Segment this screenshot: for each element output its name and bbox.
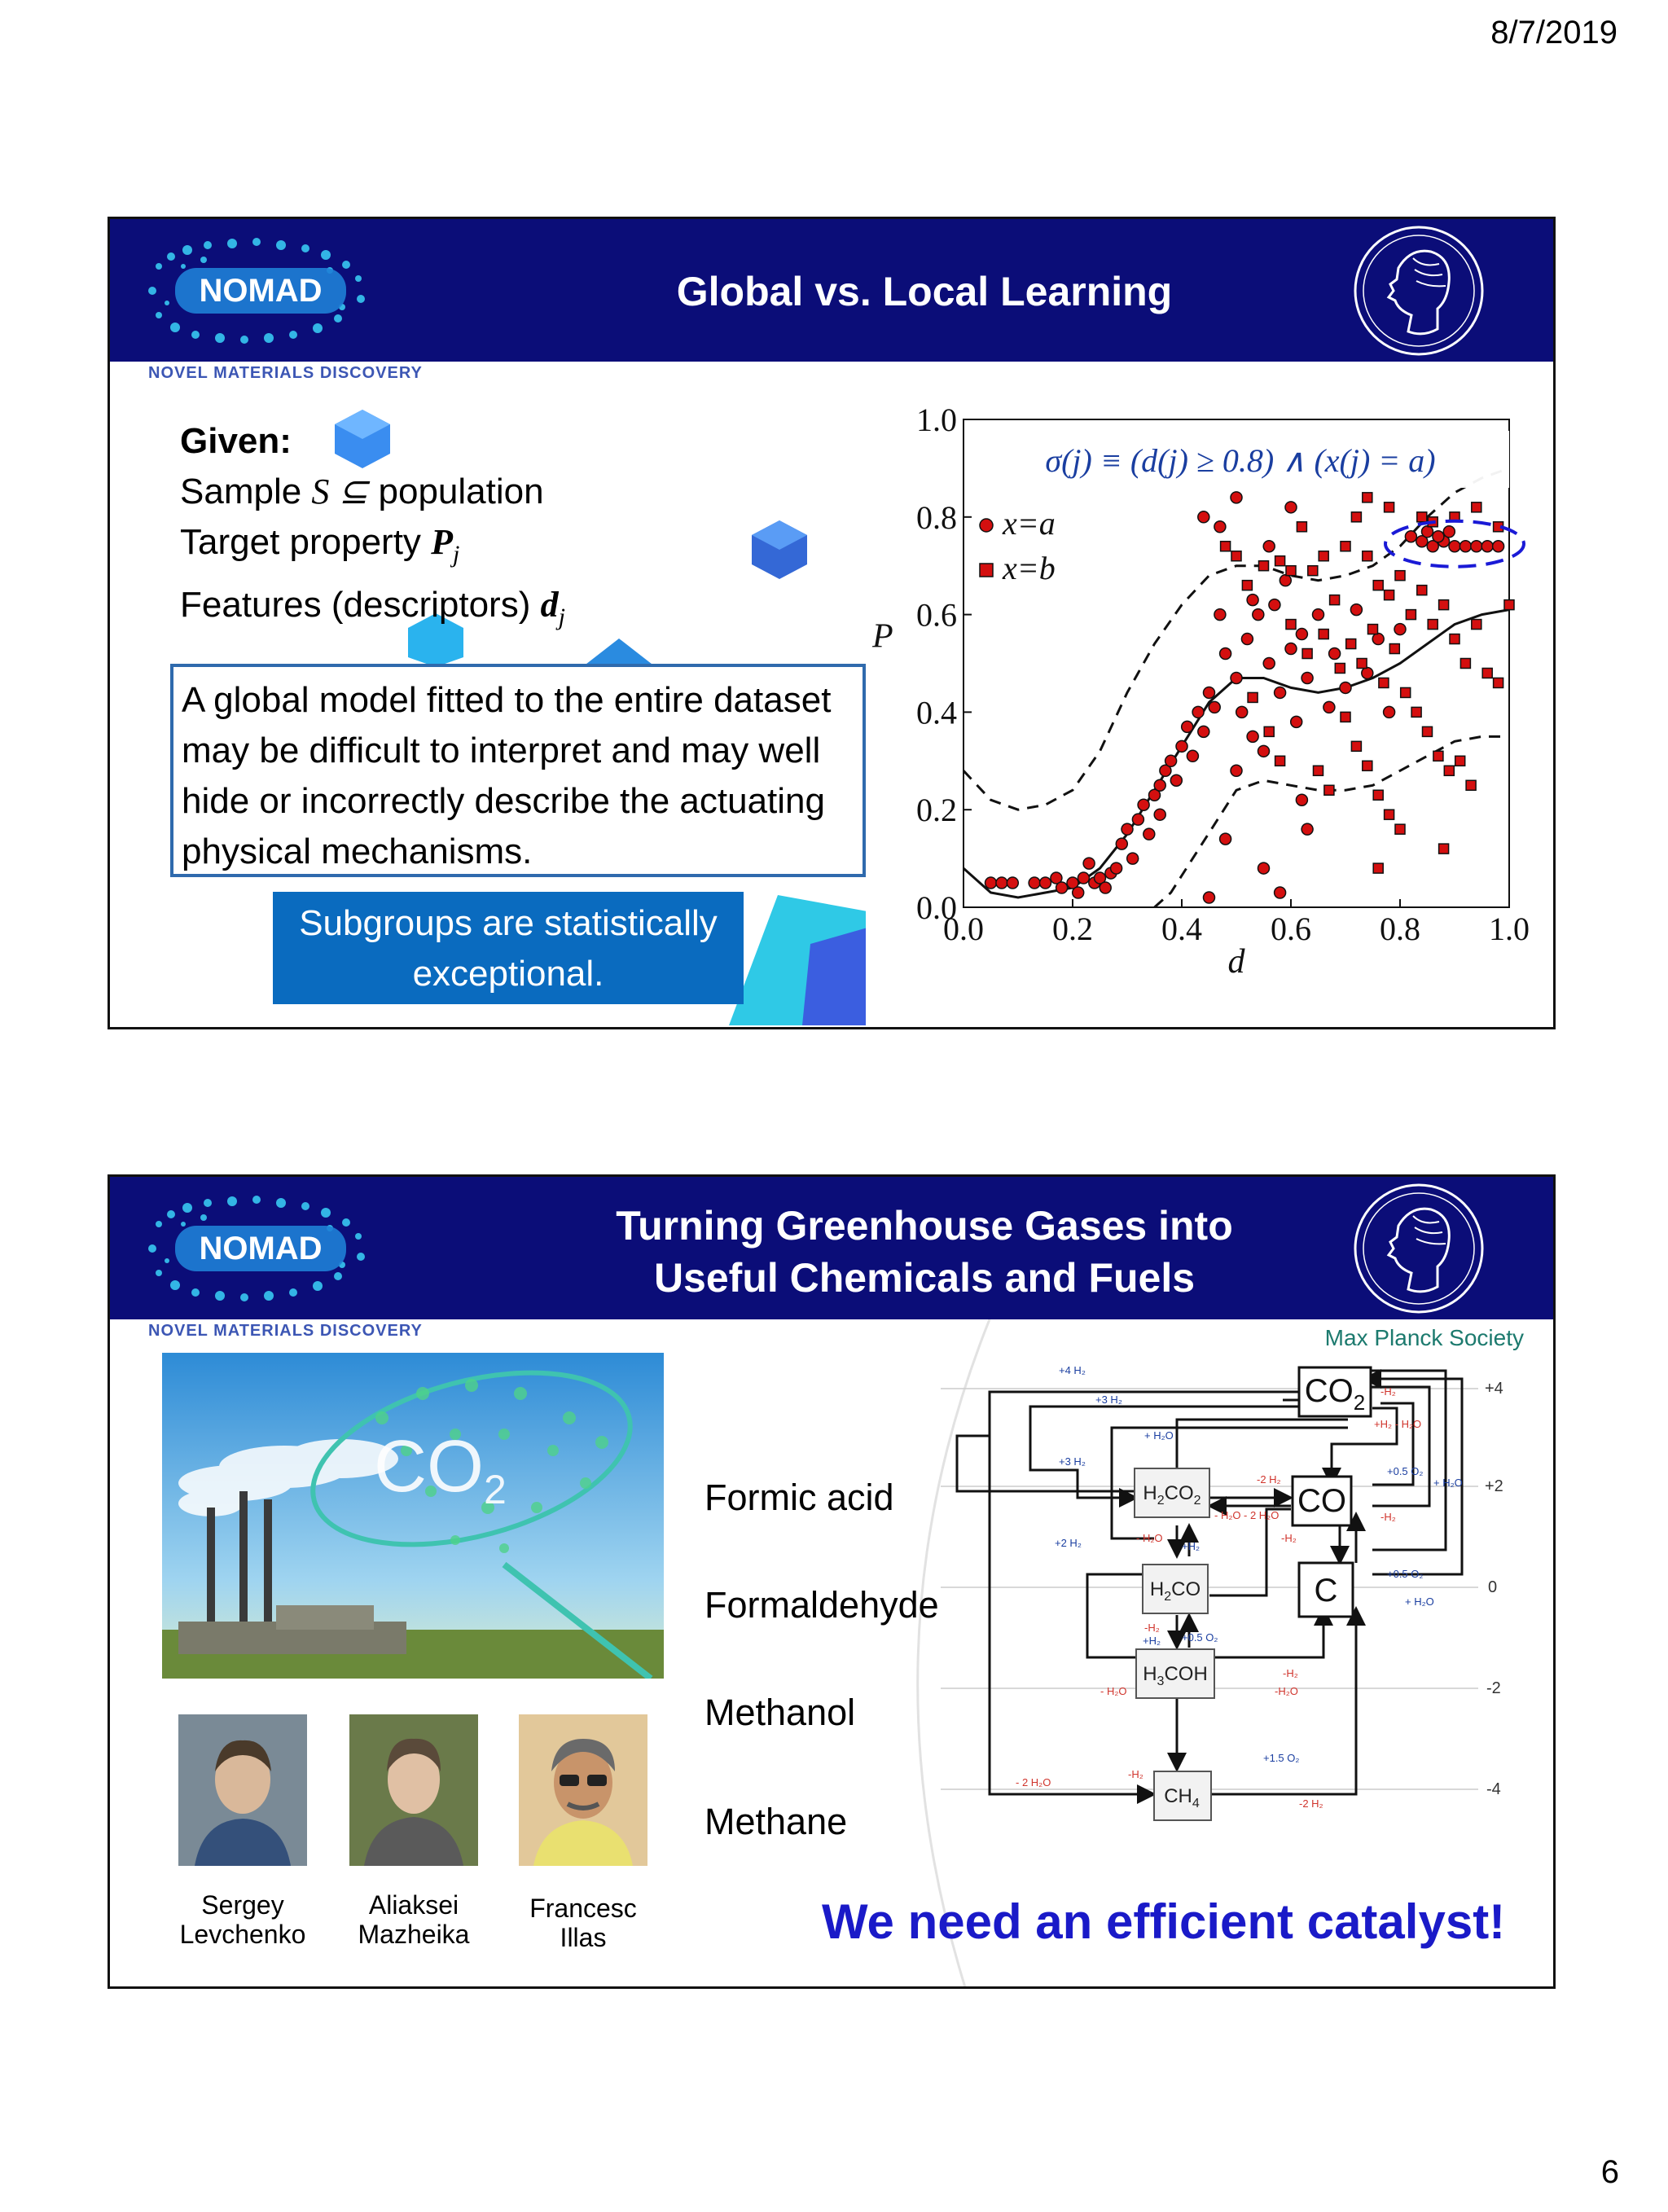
legend-marker-x-a bbox=[980, 519, 993, 532]
decorative-polygon-icon bbox=[729, 895, 867, 1025]
point-x-a bbox=[1111, 862, 1122, 874]
legend-label-x-a: x=a bbox=[1003, 505, 1056, 542]
point-x-b bbox=[1351, 741, 1361, 751]
point-x-b bbox=[1395, 571, 1405, 581]
y-axis-label: P bbox=[872, 617, 893, 656]
y-tick-label: 0.6 bbox=[916, 596, 957, 634]
point-x-a bbox=[1220, 833, 1231, 845]
point-x-b bbox=[1286, 620, 1296, 630]
point-x-b bbox=[1379, 678, 1389, 687]
point-x-a bbox=[1214, 521, 1226, 533]
point-x-a bbox=[1132, 814, 1143, 825]
x-axis-label: d bbox=[1227, 943, 1245, 981]
nomad-logo-text: NOMAD bbox=[199, 1231, 323, 1266]
co2-capture-photo bbox=[162, 1353, 664, 1679]
nomad-subtitle: NOVEL MATERIALS DISCOVERY bbox=[148, 364, 423, 382]
point-x-a bbox=[1301, 823, 1313, 835]
point-x-a bbox=[1422, 526, 1433, 538]
point-x-b bbox=[1444, 766, 1454, 775]
point-x-a bbox=[1301, 672, 1313, 683]
point-x-a bbox=[1116, 838, 1127, 849]
point-x-b bbox=[1455, 756, 1465, 766]
label-plus05o2-a: +0.5 O₂ bbox=[1387, 1465, 1424, 1477]
node-c-label: C bbox=[1314, 1573, 1338, 1609]
point-x-a bbox=[1313, 609, 1324, 621]
point-x-a bbox=[1275, 687, 1286, 698]
x-tick-label: 0.8 bbox=[1380, 911, 1420, 947]
point-x-b bbox=[1395, 824, 1405, 834]
point-x-b bbox=[1314, 766, 1323, 775]
point-x-a bbox=[1263, 658, 1275, 669]
point-x-b bbox=[1341, 542, 1350, 551]
label-plush2o-c: + H₂O bbox=[1405, 1595, 1434, 1608]
point-x-a bbox=[1073, 887, 1084, 898]
nomad-subtitle: NOVEL MATERIALS DISCOVERY bbox=[148, 1322, 423, 1340]
point-x-a bbox=[1247, 595, 1258, 606]
subgroups-callout: Subgroups are statistically exceptional. bbox=[273, 892, 744, 1004]
point-x-a bbox=[1449, 541, 1460, 552]
point-x-b bbox=[1231, 551, 1241, 561]
person-name-sergey: Sergey Levchenko bbox=[179, 1890, 306, 1949]
point-x-b bbox=[1297, 522, 1306, 532]
label-h2o-c: +H₂ - H₂O bbox=[1374, 1418, 1422, 1430]
point-x-b bbox=[1439, 844, 1449, 854]
point-x-a bbox=[1198, 511, 1209, 523]
point-x-a bbox=[1362, 667, 1373, 678]
y-tick-label: 0.0 bbox=[916, 889, 957, 926]
y-tick-label: 1.0 bbox=[916, 402, 957, 438]
point-x-a bbox=[1220, 648, 1231, 660]
point-x-a bbox=[1471, 541, 1482, 552]
point-x-a bbox=[1291, 716, 1302, 727]
product-methanol: Methanol bbox=[705, 1692, 856, 1733]
label-plush2-a: +H₂ bbox=[1143, 1635, 1161, 1647]
point-x-a bbox=[1241, 634, 1253, 645]
portrait-aliaksei-mazheika bbox=[349, 1714, 478, 1866]
label-minus2h2o-a: - 2 H₂O bbox=[1244, 1509, 1280, 1521]
node-co-label: CO bbox=[1297, 1483, 1346, 1519]
given-block bbox=[180, 416, 565, 643]
point-x-a bbox=[1138, 799, 1149, 810]
point-x-a bbox=[1204, 687, 1215, 698]
label-minush2-b: -H₂ bbox=[1281, 1532, 1297, 1544]
point-x-a bbox=[1247, 731, 1258, 742]
point-x-a bbox=[1143, 828, 1155, 840]
catalyst-statement: We need an efficient catalyst! bbox=[822, 1894, 1506, 1949]
x-tick-label: 0.0 bbox=[943, 911, 984, 947]
point-x-a bbox=[1275, 887, 1286, 898]
point-x-b bbox=[1373, 581, 1383, 590]
point-x-a bbox=[1285, 643, 1297, 655]
point-x-a bbox=[1040, 877, 1051, 889]
point-x-a bbox=[1192, 706, 1204, 718]
point-x-b bbox=[1406, 610, 1416, 620]
point-x-b bbox=[1264, 726, 1274, 736]
point-x-a bbox=[1127, 853, 1139, 864]
point-x-b bbox=[1389, 644, 1399, 654]
point-x-b bbox=[1346, 639, 1356, 649]
point-x-a bbox=[1296, 629, 1307, 640]
point-x-a bbox=[1236, 706, 1248, 718]
point-x-b bbox=[1368, 625, 1378, 634]
point-x-a bbox=[1231, 492, 1242, 503]
point-x-a bbox=[1460, 541, 1471, 552]
point-x-b bbox=[1363, 551, 1372, 561]
point-x-b bbox=[1302, 649, 1312, 659]
slide-title-line1: Turning Greenhouse Gases into bbox=[616, 1203, 1233, 1249]
point-x-b bbox=[1450, 634, 1460, 644]
point-x-b bbox=[1417, 512, 1427, 522]
product-formic-acid: Formic acid bbox=[705, 1477, 894, 1518]
point-x-a bbox=[1007, 877, 1018, 889]
point-x-b bbox=[1385, 590, 1394, 600]
point-x-b bbox=[1373, 863, 1383, 873]
point-x-b bbox=[1357, 659, 1367, 669]
point-x-a bbox=[1154, 809, 1165, 820]
point-x-a bbox=[1231, 672, 1242, 683]
point-x-a bbox=[1443, 526, 1455, 538]
co2-cloud-text: CO bbox=[374, 1426, 484, 1508]
label-plus3h2a: +3 H₂ bbox=[1095, 1393, 1122, 1406]
point-x-b bbox=[1259, 561, 1269, 571]
label-minush2o-a: - H₂O bbox=[1136, 1532, 1163, 1544]
point-x-a bbox=[1078, 872, 1089, 884]
point-x-a bbox=[1253, 609, 1264, 621]
given-features: Features (descriptors) $d_j$ bbox=[180, 584, 565, 630]
point-x-b bbox=[1363, 493, 1372, 503]
given-target: Target property $P_j$ bbox=[180, 522, 460, 568]
point-x-a bbox=[1182, 721, 1193, 732]
point-x-a bbox=[1350, 604, 1362, 616]
slide-greenhouse-gases bbox=[108, 1174, 1556, 1989]
level-zero: 0 bbox=[1488, 1578, 1498, 1596]
minerva-logo-icon bbox=[1341, 1177, 1496, 1319]
point-x-b bbox=[1401, 687, 1411, 697]
label-minush2-c: -H₂ bbox=[1380, 1385, 1396, 1398]
point-x-b bbox=[1472, 503, 1481, 512]
point-x-a bbox=[1176, 740, 1187, 752]
point-x-a bbox=[1269, 599, 1280, 611]
nomad-logo bbox=[143, 234, 379, 348]
point-x-b bbox=[1494, 678, 1503, 687]
point-x-a bbox=[1209, 701, 1220, 713]
point-x-a bbox=[1280, 575, 1291, 586]
point-x-b bbox=[1351, 512, 1361, 522]
point-x-b bbox=[1324, 785, 1334, 795]
point-x-a bbox=[1493, 541, 1504, 552]
point-x-a bbox=[1214, 609, 1226, 621]
point-x-b bbox=[1373, 790, 1383, 800]
point-x-b bbox=[1428, 620, 1438, 630]
point-x-b bbox=[1242, 581, 1252, 590]
level-minus4: -4 bbox=[1486, 1780, 1501, 1798]
given-label: Given: bbox=[180, 421, 292, 461]
label-minush2-d: -H₂ bbox=[1380, 1511, 1396, 1523]
subgroup-formula: σ(j) ≡ (d(j) ≥ 0.8) ∧ (x(j) = a) bbox=[1045, 442, 1436, 479]
point-x-b bbox=[1363, 761, 1372, 770]
node-ch4-label: $CH_4$ bbox=[1164, 1785, 1200, 1810]
co2-cloud-sub: 2 bbox=[484, 1467, 507, 1512]
point-x-b bbox=[1472, 620, 1481, 630]
portrait-sergey-levchenko bbox=[178, 1714, 307, 1866]
scatter-plot bbox=[866, 366, 1550, 1025]
cube-icon bbox=[747, 517, 812, 582]
point-x-b bbox=[1460, 659, 1470, 669]
point-x-b bbox=[1248, 692, 1258, 702]
given-sample: Sample S ⊆ population bbox=[180, 472, 544, 511]
node-h2co-label: $H_2CO$ bbox=[1149, 1578, 1201, 1604]
point-x-a bbox=[1170, 775, 1182, 786]
label-minush2o-d: -H₂O bbox=[1275, 1685, 1298, 1697]
point-x-b bbox=[1319, 630, 1328, 639]
label-plus2h2: +2 H₂ bbox=[1055, 1537, 1082, 1549]
point-x-b bbox=[1221, 542, 1231, 551]
slide-title: Global vs. Local Learning bbox=[676, 269, 1173, 314]
label-plus3h2b: +3 H₂ bbox=[1059, 1455, 1086, 1468]
minerva-logo-icon bbox=[1341, 219, 1496, 362]
legend-marker-x-b bbox=[980, 564, 993, 577]
point-x-a bbox=[1258, 745, 1270, 757]
point-x-b bbox=[1417, 586, 1427, 595]
point-x-a bbox=[1433, 531, 1444, 542]
point-x-b bbox=[1341, 712, 1350, 722]
point-x-a bbox=[996, 877, 1007, 889]
label-plush2o-b: + H₂O bbox=[1433, 1477, 1463, 1489]
person-name-francesc: Francesc Illas bbox=[529, 1894, 637, 1952]
label-plus05o2-c: +0.5 O₂ bbox=[1182, 1631, 1218, 1644]
point-x-a bbox=[1204, 892, 1215, 903]
node-h2co2-label: $H_2CO_2$ bbox=[1143, 1482, 1201, 1508]
point-x-b bbox=[1504, 600, 1514, 610]
level-plus4: +4 bbox=[1485, 1380, 1503, 1398]
portrait-francesc-illas bbox=[519, 1714, 647, 1866]
y-tick-label: 0.8 bbox=[916, 498, 957, 536]
point-x-b bbox=[1286, 566, 1296, 576]
point-x-a bbox=[1029, 877, 1040, 889]
point-x-a bbox=[1056, 882, 1068, 893]
point-x-a bbox=[1372, 634, 1384, 645]
point-x-b bbox=[1433, 751, 1443, 761]
label-minush2o-e: - H₂O bbox=[1100, 1685, 1127, 1697]
label-minus2h2-b: -2 H₂ bbox=[1299, 1797, 1323, 1810]
point-x-a bbox=[1394, 624, 1406, 635]
point-x-b bbox=[1319, 551, 1328, 561]
point-x-b bbox=[1482, 668, 1492, 678]
point-x-a bbox=[1285, 502, 1297, 513]
point-x-b bbox=[1411, 707, 1421, 717]
point-x-a bbox=[1165, 755, 1177, 766]
point-x-b bbox=[1308, 566, 1318, 576]
point-x-a bbox=[1258, 862, 1270, 874]
y-tick-label: 0.4 bbox=[916, 694, 957, 731]
point-x-a bbox=[1122, 823, 1133, 835]
product-methane: Methane bbox=[705, 1801, 848, 1842]
label-minus2h2o-b: - 2 H₂O bbox=[1016, 1776, 1051, 1788]
point-x-a bbox=[985, 877, 997, 889]
point-x-b bbox=[1439, 600, 1449, 610]
label-minus2h2-a: -2 H₂ bbox=[1257, 1473, 1281, 1486]
point-x-a bbox=[1187, 750, 1198, 761]
nomad-logo bbox=[143, 1192, 379, 1306]
point-x-a bbox=[1384, 706, 1395, 718]
point-x-b bbox=[1335, 663, 1345, 673]
point-x-a bbox=[1296, 794, 1307, 805]
point-x-a bbox=[1405, 531, 1416, 542]
product-formaldehyde: Formaldehyde bbox=[705, 1584, 939, 1626]
slide-global-vs-local bbox=[108, 217, 1556, 1029]
level-plus2: +2 bbox=[1485, 1477, 1503, 1495]
point-x-a bbox=[1481, 541, 1493, 552]
point-x-a bbox=[1083, 858, 1095, 869]
point-x-a bbox=[1198, 726, 1209, 737]
label-plus15o2: +1.5 O₂ bbox=[1263, 1752, 1300, 1764]
point-x-a bbox=[1323, 701, 1335, 713]
point-x-a bbox=[1329, 648, 1341, 660]
label-minush2-a: -H₂ bbox=[1144, 1622, 1160, 1634]
x-tick-label: 0.4 bbox=[1161, 911, 1202, 947]
label-minush2-e: -H₂ bbox=[1283, 1667, 1298, 1679]
point-x-b bbox=[1385, 503, 1394, 512]
level-minus2: -2 bbox=[1486, 1679, 1501, 1697]
label-plus05o2-b: +0.5 O₂ bbox=[1387, 1568, 1424, 1580]
nomad-logo-text: NOMAD bbox=[199, 273, 323, 309]
person-name-aliaksei: Aliaksei Mazheika bbox=[358, 1890, 470, 1949]
page-number: 6 bbox=[1600, 2154, 1619, 2190]
point-x-b bbox=[1466, 780, 1476, 790]
slide-title-line2: Useful Chemicals and Fuels bbox=[653, 1255, 1196, 1301]
subgroup-scatter-chart bbox=[866, 366, 1550, 1025]
page-date: 8/7/2019 bbox=[1490, 15, 1618, 50]
point-x-a bbox=[1263, 541, 1275, 552]
global-model-note: A global model fitted to the entire dataset may be difficult to interpret and may well hide or incorrectly describe the actuating physical mechanisms. bbox=[170, 664, 866, 877]
x-tick-label: 0.6 bbox=[1271, 911, 1311, 947]
max-planck-label: Max Planck Society bbox=[1324, 1325, 1524, 1350]
node-h3coh-label: $H_3COH$ bbox=[1143, 1663, 1208, 1688]
label-minush2o-b: - H₂O bbox=[1214, 1509, 1241, 1521]
label-minush2-f: -H₂ bbox=[1128, 1768, 1143, 1780]
label-plush2-b: +H₂ bbox=[1182, 1540, 1201, 1552]
point-x-a bbox=[1340, 682, 1351, 693]
point-x-b bbox=[1275, 556, 1285, 566]
label-plush2o-a: + H₂O bbox=[1144, 1429, 1174, 1442]
node-co2-label: $CO_2$ bbox=[1304, 1373, 1366, 1415]
point-x-a bbox=[1154, 779, 1165, 791]
co2-reduction-network-diagram bbox=[941, 1354, 1527, 1851]
legend-label-x-b: x=b bbox=[1003, 550, 1056, 586]
label-plus4h2: +4 H₂ bbox=[1059, 1364, 1086, 1376]
point-x-b bbox=[1275, 756, 1285, 766]
x-tick-label: 1.0 bbox=[1489, 911, 1530, 947]
slide-title bbox=[419, 1200, 1429, 1304]
point-x-b bbox=[1330, 595, 1340, 605]
point-x-a bbox=[1100, 882, 1111, 893]
point-x-b bbox=[1423, 726, 1433, 736]
point-x-b bbox=[1385, 810, 1394, 819]
x-tick-label: 0.2 bbox=[1052, 911, 1093, 947]
y-tick-label: 0.2 bbox=[916, 792, 957, 829]
point-x-a bbox=[1231, 765, 1242, 776]
